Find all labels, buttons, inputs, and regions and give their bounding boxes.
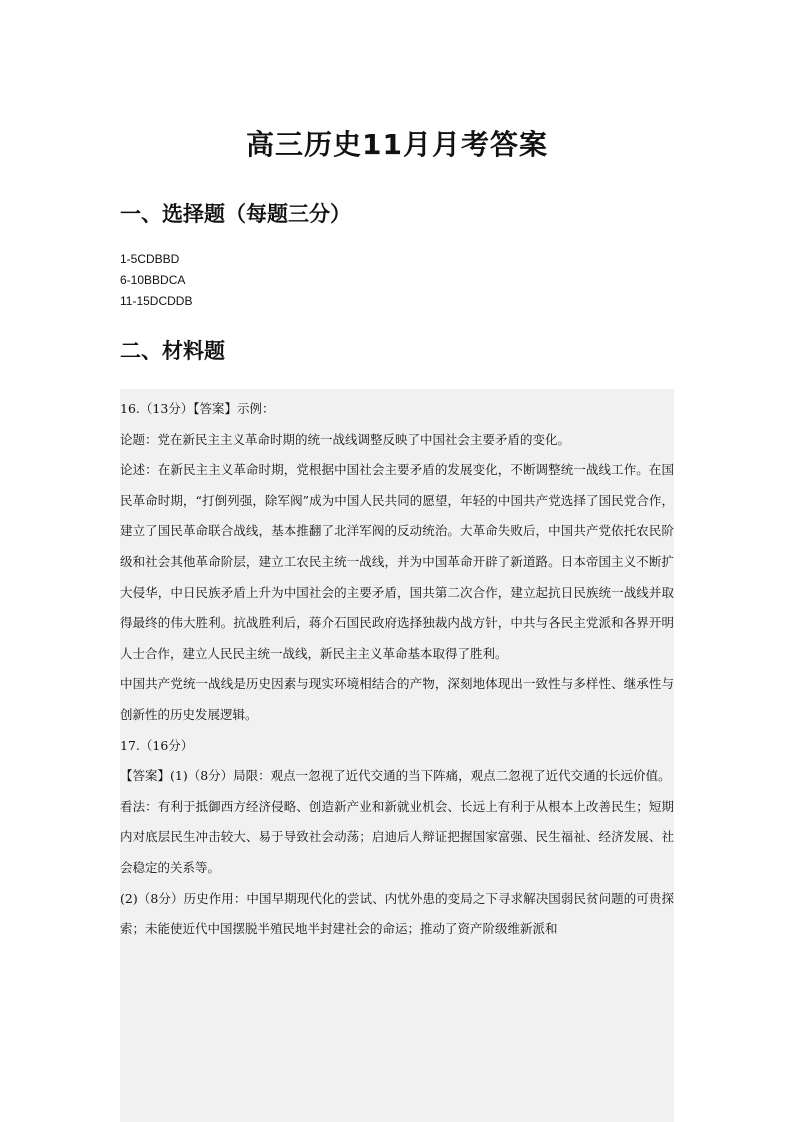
q17-part2-role: (2)（8分）历史作用：中国早期现代化的尝试、内忧外患的变局之下寻求解决国弱民贫问题的可贵探索；未能使近代中国摆脱半殖民地半封建社会的命运；推动了资产阶级维新派和 bbox=[120, 890, 674, 937]
q16-conclusion: 中国共产党统一战线是历史因素与现实环境相结合的产物，深刻地体现出一致性与多样性、继承性与创新性的历史发展逻辑。 bbox=[120, 676, 674, 722]
q16-thesis: 论题：党在新民主主义革命时期的统一战线调整反映了中国社会主要矛盾的变化。 bbox=[120, 431, 571, 447]
q16-argument: 论述：在新民主主义革命时期，党根据中国社会主要矛盾的发展变化，不断调整统一战线工作。在国民革命时期，“打倒列强，除军阀”成为中国人民共同的愿望，年轻的中国共产党选择了国民党合作，建立了国民革命联合战线，基本推翻了北洋军阀的反动统治。大革命失败后，中国共产党依托农民阶级和社会其他革命阶层，建立工农民主统一战线，并为中国革命开辟了新道路。日本帝国主义不断扩大侵华，中日民族矛盾上升为中国社会的主要矛盾，国共第二次合作，建立起抗日民族统一战线并取得最终的伟大胜利。抗战胜利后，蒋介石国民政府选择独裁内战方针，中共与各民主党派和各界开明人士合作，建立人民民主统一战线，新民主主义革命基本取得了胜利。 bbox=[120, 462, 674, 661]
q16-header: 16.（13分）【答案】示例： bbox=[120, 401, 275, 416]
material-answer-text bbox=[120, 394, 674, 945]
multiple-choice-answers bbox=[120, 249, 192, 312]
answer-line-1-5: 1-5CDBBD bbox=[120, 252, 180, 266]
q17-part1-view: 看法：有利于抵御西方经济侵略、创造新产业和新就业机会、长远上有利于从根本上改善民生；短期内对底层民生冲击较大、易于导致社会动荡；启迪后人辩证把握国家富强、民生福祉、经济发展、社会稳定的关系等。 bbox=[120, 798, 674, 875]
material-answer-box bbox=[120, 389, 674, 1122]
q17-header: 17.（16分） bbox=[120, 737, 194, 753]
page-title: 高三历史11月月考答案 bbox=[246, 128, 548, 161]
answer-line-11-15: 11-15DCDDB bbox=[120, 294, 193, 308]
section-heading-material: 二、材料题 bbox=[120, 339, 225, 363]
q17-part1-limitation: 【答案】(1)（8分）局限：观点一忽视了近代交通的当下阵痛，观点二忽视了近代交通的长远价值。 bbox=[120, 768, 671, 784]
section-heading-multiple-choice: 一、选择题（每题三分） bbox=[120, 202, 351, 226]
answer-line-6-10: 6-10BBDCA bbox=[120, 273, 186, 287]
